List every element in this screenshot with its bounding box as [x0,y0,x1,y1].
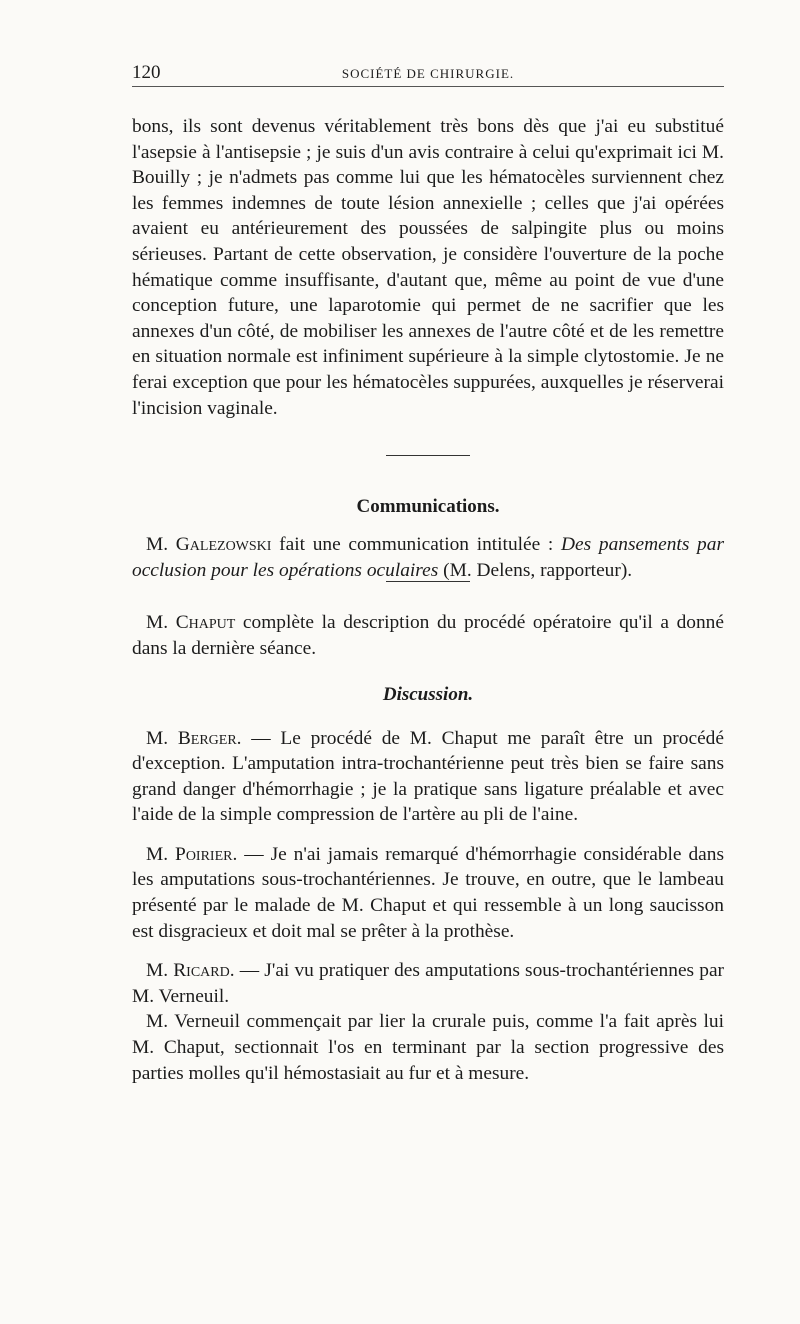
running-title: SOCIÉTÉ DE CHIRURGIE. [341,66,515,81]
galezowski-title: Des pansements par occlusion pour les opérations oculaires [132,534,724,581]
discussion-title: Discussion. [382,683,474,705]
chaput-text: complète la description du procédé opératoire qu'il a donné dans la dernière séance. [132,612,724,659]
verneuil-paragraph: M. Verneuil commençait par lier la crurale puis, comme l'a fait après lui M. Chaput, sectionnait l'os en terminant par la section progressive des parties molles qu'il hémostasiait au fur et à mesure. [132,1011,724,1084]
section-divider [386,455,470,456]
berger-name: Berger. [177,727,242,749]
chaput-prefix: M. [146,612,169,634]
poirier-paragraph [132,842,724,944]
paragraph-continuation: bons, ils sont devenus véritablement très bons dès que j'ai eu substitué l'asepsie à l'antisepsie ; je suis d'un avis contraire à celui qu'exprimait ici M. Bouilly ; je n'admets pas comme lui que les hématocèles surviennent chez les femmes indemnes de toute lésion annexielle ; celles que j'ai opérées avaient eu antérieurement des poussées de salpingite plus ou moins sérieuses. Partant de cette observation, je considère l'ouverture de la poche hématique comme insuffisante, d'autant que, même au point de vue d'une conception future, une laparotomie qui permet de ne sacrifier que les annexes d'un côté, de mobiliser les annexes de l'autre côté et de les remettre en situation normale est infiniment supérieure à la simple clytostomie. Je ne ferai exception que pour les hématocèles suppurées, auxquelles je réserverai l'incision vaginale. [132,116,724,419]
poirier-name: Poirier. [175,843,238,865]
poirier-text: — Je n'ai jamais remarqué d'hémorrhagie considérable dans les amputations sous-trochantériennes. Je trouve, en outre, que le lambeau présenté par le malade de M. Chaput et qui ressemble à un long saucisson est disgracieux et doit mal se prêter à la prothèse. [132,843,724,942]
galezowski-text-after: (M. Delens, rapporteur). [443,559,633,581]
berger-text: — Le procédé de M. Chaput me paraît être un procédé d'exception. L'amputation intra-trochantérienne peut très bien se faire sans grand danger d'hémorrhagie ; je la pratique sans ligature préalable et avec l'aide de la simple compression de l'artère au pli de l'aine. [132,727,724,826]
poirier-prefix: M. [146,843,169,865]
berger-prefix: M. [146,727,169,749]
berger-paragraph [132,726,724,828]
page-header [132,62,724,87]
ricard-prefix: M. [146,960,169,982]
section-title: Communications. [356,496,500,518]
galezowski-name: Galezowski [175,534,272,556]
galezowski-prefix: M. [146,534,169,556]
page-body [132,114,724,1086]
page-number: 120 [132,62,161,83]
ricard-text: — J'ai vu pratiquer des amputations sous-trochantériennes par M. Verneuil. [132,960,725,1007]
chaput-name: Chaput [175,612,236,634]
galezowski-text-before: fait une communication intitulée : [279,534,554,556]
ricard-paragraph [132,958,724,1009]
chaput-paragraph [132,610,724,661]
galezowski-paragraph [132,532,724,583]
ricard-name: Ricard. [173,960,235,982]
